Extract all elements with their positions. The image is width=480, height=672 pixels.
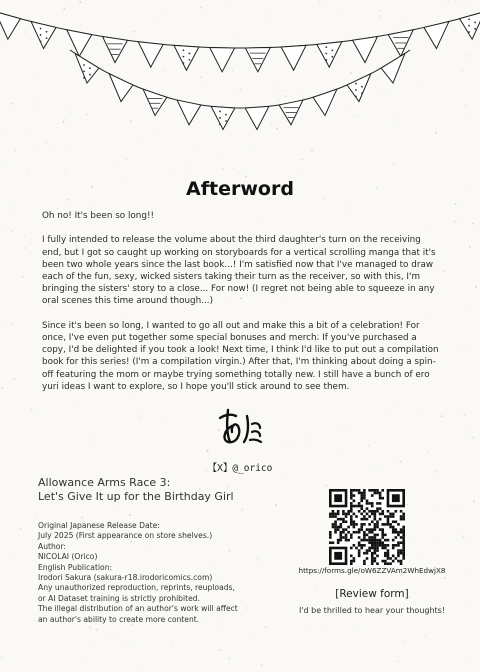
afterword-paragraph: Since it's been so long, I wanted to go all out and make this a bit of a celebration! For once, I've even put together some special bonuses and merch. If you've purchased a copy, I'd be delighted if you took a look! Next time, I think I'd like to put out a compilation book for this series! (I'm a compilation virgin.) After that, I'm thinking about doing a spin-off featuring the mom or maybe trying something totally new. I still have a bunch of ero yuri ideas I want to explore, so I hope you'll stick around to see them. (42, 320, 439, 392)
author-social-handle: 【X】@_orico (207, 463, 273, 474)
credit-line: or AI Dataset training is strictly prohibited. (38, 593, 200, 603)
book-title (38, 476, 298, 504)
credit-line: Author: (38, 541, 66, 551)
afterword-paragraph: Oh no! It's been so long!! (42, 211, 154, 221)
credit-line: Original Japanese Release Date: (38, 521, 160, 530)
credit-line: Irodori Sakura (sakura-r18.irodoricomics.com) (38, 573, 213, 583)
credit-line: July 2025 (First appearance on store shelves.) (38, 531, 213, 541)
book-title-line: Let's Give It up for the Birthday Girl (38, 490, 234, 503)
review-qr-code[interactable] (329, 489, 405, 565)
publication-credits (38, 521, 288, 625)
afterword-paragraph: I fully intended to release the volume about the third daughter's turn on the receiving end, but I got so caught up working on storyboards for a vertical scrolling manga that it's been two whole years since the last book...! I'm satisfied now that I've managed to draw each of the fun, sexy, wicked sisters taking their turn as the receiver, so with this, I'm bringing the sisters' story to a close... For now! (I regret not being able to squeeze in any oral scenes this time around though...) (42, 235, 436, 307)
afterword-body (42, 210, 442, 405)
credit-line: NICOLAI (Orico) (38, 552, 98, 562)
credit-line: The illegal distribution of an author's work will affect (38, 604, 238, 614)
bunting-flags (0, 10, 480, 129)
credit-line: Any unauthorized reproduction, reprints, reuploads, (38, 583, 235, 593)
bunting-decoration (0, 0, 480, 150)
page-title: Afterword (186, 178, 294, 200)
book-title-line: Allowance Arms Race 3: (38, 476, 171, 489)
credit-line: English Publication: (38, 562, 113, 572)
review-form-note: I'd be thrilled to hear your thoughts! (298, 606, 446, 615)
credit-line: an author's ability to create more content. (38, 614, 200, 624)
review-form-label: [Review form] (335, 588, 409, 600)
author-signature-logo (214, 404, 266, 450)
review-form-url[interactable]: https://forms.gle/oW6ZZVAm2WhEdwjX8 (298, 566, 446, 575)
